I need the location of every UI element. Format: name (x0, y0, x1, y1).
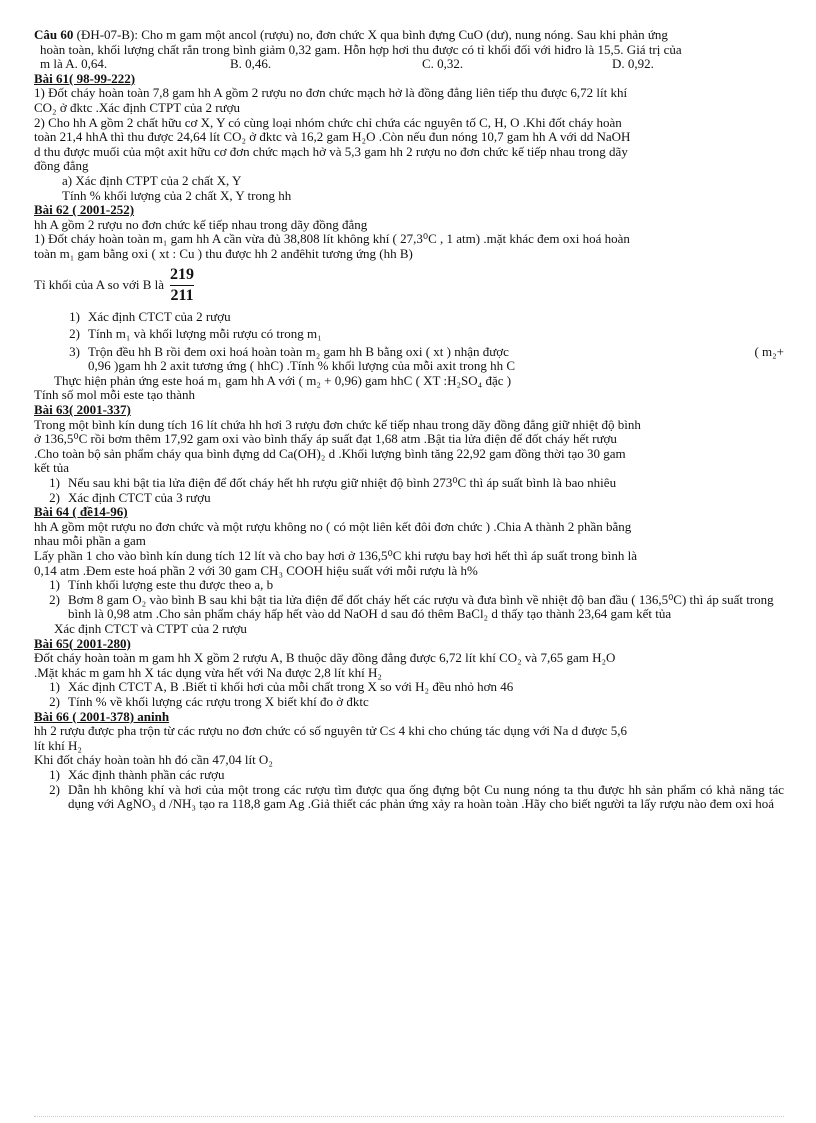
q60-option-a: m là A. 0,64. (40, 56, 108, 72)
heading-bai-64: Bài 64 ( đề14-96) (34, 504, 128, 520)
list-item: 1) Nếu sau khi bật tia lửa điện để đốt cháy hết hh rượu giữ nhiệt độ bình 273⁰C thì áp suất bình là bao nhiêu (49, 475, 617, 491)
b61-line-3: 2) Cho hh A gồm 2 chất hữu cơ X, Y có cùng loại nhóm chức chỉ chứa các nguyên tố C, H, O .Khi đốt cháy hoàn (34, 114, 622, 130)
list-item: 2) Dẫn hh không khí và hơi của một trong các rượu tìm được qua ống đựng bột Cu nung nóng ta thu được hh sản phẩm có khả năng tác dụng với AgNO₃ d /NH₃ tạo ra 118,8 gam Ag .Giả thiết các phản ứng xảy ra hoàn toàn .Hãy cho biết người ta lấy rượu nào đem oxi hoá (49, 781, 784, 812)
list-item: 1) Xác định CTCT của 2 rượu (69, 308, 231, 324)
b61-line-1: 1) Đốt cháy hoàn toàn 7,8 gam hh A gồm 2 rượu no đơn chức mạch hở là đồng đẳng liên tiếp thu được 6,72 lít khí (34, 85, 628, 101)
question-60 (34, 28, 784, 72)
q60-answers (34, 57, 784, 72)
b62-fraction (170, 266, 194, 305)
heading-bai-66: Bài 66 ( 2001-378) aninh (34, 708, 170, 724)
heading-bai-65: Bài 65( 2001-280) (34, 635, 131, 651)
b62-item-3-cont: 0,96 )gam hh 2 axit tương ứng ( hhC) .Tính % khối lượng của mỗi axit trong hh C (88, 358, 516, 374)
b61-line-5: d thu được muối của một axit hữu cơ đơn chức mạch hở và 5,3 gam hh 2 rượu no đơn chức kế tiếp nhau trong dãy (34, 143, 628, 159)
b62-line-1: hh A gồm 2 rượu no đơn chức kế tiếp nhau trong dãy đồng đẳng (34, 216, 368, 232)
list-item: 1) Xác định thành phần các rượu (49, 766, 225, 782)
b61-item-a: a) Xác định CTPT của 2 chất X, Y (62, 172, 242, 188)
b63-line-1: Trong một bình kín dung tích 16 lít chứa hh hơi 3 rượu đơn chức kế tiếp nhau trong dãy đồng đẳng giữ nhiệt độ bình (34, 416, 641, 432)
page-bottom-rule (34, 1116, 784, 1117)
heading-bai-63: Bài 63( 2001-337) (34, 402, 131, 418)
b62-ester-line: Thực hiện phản ứng este hoá m₁ gam hh A với ( m₂ + 0,96) gam hhC ( XT :H₂SO₄ đặc ) (54, 372, 512, 388)
list-item: 2) Tính % về khối lượng các rượu trong X biết khí đo ở đktc (49, 693, 369, 709)
b63-line-3: .Cho toàn bộ sản phẩm cháy qua bình đựng dd Ca(OH)₂ d .Khối lượng bình tăng 22,92 gam đồng thời tạo 30 gam (34, 445, 626, 461)
b61-line-2: CO₂ ở đktc .Xác định CTPT của 2 rượu (34, 99, 240, 115)
fraction-bar (170, 285, 194, 286)
b66-line-1: hh 2 rượu được pha trộn từ các rượu no đơn chức có số nguyên tử C≤ 4 khi cho chúng tác dụng với Na d được 5,6 (34, 723, 628, 739)
b62-ratio-text: Tỉ khối của A so với B là (34, 277, 165, 293)
b64-line-2: nhau mỗi phần a gam (34, 533, 146, 549)
b63-line-4: kết tủa (34, 460, 70, 476)
heading-bai-61: Bài 61( 98-99-222) (34, 70, 136, 86)
b64-line-1: hh A gồm một rượu no đơn chức và một rượu không no ( có một liên kết đôi đơn chức ) .Chia A thành 2 phần bằng (34, 518, 632, 534)
list-item: 2) Bơm 8 gam O₂ vào bình B sau khi bật tia lửa điện để đốt cháy hết các rượu và đưa bình về nhiệt độ ban đầu ( 136,5⁰C) thì áp suất trong bình là 0,98 atm .Cho sản phẩm cháy hấp hết vào dd NaOH d sau đó thêm BaCl₂ d thấy tạo thành 23,64 gam kết tủa (49, 591, 774, 622)
list-item: 3) Trộn đều hh B rồi đem oxi hoá hoàn toàn m₂ gam hh B bằng oxi ( xt ) nhận được ( m₂+ (69, 343, 784, 359)
b64-last-line: Xác định CTCT và CTPT của 2 rượu (54, 620, 247, 636)
fraction-denominator: 211 (170, 287, 194, 304)
b64-list (34, 578, 784, 622)
b65-list (34, 680, 784, 709)
list-item: 1) Tính khối lượng este thu được theo a, b (49, 577, 274, 593)
b63-line-2: ở 136,5⁰C rồi bơm thêm 17,92 gam oxi vào bình thấy áp suất đạt 1,68 atm .Bật tia lửa điện để đốt cháy hết rượu (34, 431, 617, 447)
list-item: 2) Tính m₁ và khối lượng mỗi rượu có trong m₁ (69, 326, 322, 342)
b63-list (34, 476, 784, 505)
q60-line-2: hoàn toàn, khối lượng chất rắn trong bình giảm 0,32 gam. Hỗn hợp hơi thu được có tỉ khối đối với hiđro là 15,5. Giá trị của (40, 41, 682, 57)
b64-line-3: Lấy phần 1 cho vào bình kín dung tích 12 lít và cho bay hơi ở 136,5⁰C khi rượu bay hơi hết thì áp suất trong bình là (34, 548, 637, 563)
b62-line-2: 1) Đốt cháy hoàn toàn m₁ gam hh A cần vừa đủ 38,808 lít không khí ( 27,3⁰C , 1 atm) .mặt khác đem oxi hoá hoàn (34, 231, 630, 247)
b62-last-line: Tính số mol mỗi este tạo thành (34, 387, 196, 403)
b61-line-6: đồng đẳng (34, 158, 89, 174)
list-item: 2) Xác định CTCT của 3 rượu (49, 489, 211, 505)
list-item: 1) Xác định CTCT A, B .Biết tỉ khối hơi của mỗi chất trong X so với H₂ đều nhỏ hơn 46 (49, 679, 514, 695)
q60-label: Câu 60 (34, 27, 74, 42)
b61-item-b: Tính % khối lượng của 2 chất X, Y trong hh (62, 187, 292, 203)
b66-line-3: Khi đốt cháy hoàn toàn hh đó cần 47,04 lít O₂ (34, 752, 273, 768)
b66-list (34, 768, 784, 812)
b65-line-2: .Mặt khác m gam hh X tác dụng vừa hết với Na được 2,8 lít khí H₂ (34, 664, 382, 680)
b62-item-3-tail: ( m₂+ (754, 343, 784, 359)
b64-line-4: 0,14 atm .Đem este hoá phần 2 với 30 gam CH₃ COOH hiệu suất với mỗi rượu là h% (34, 562, 478, 578)
q60-option-b: B. 0,46. (230, 56, 272, 72)
fraction-numerator: 219 (170, 266, 195, 283)
q60-option-d: D. 0,92. (612, 56, 654, 72)
heading-bai-62: Bài 62 ( 2001-252) (34, 202, 135, 218)
b62-ratio-line (34, 264, 784, 308)
b61-line-4: toàn 21,4 hhA thì thu được 24,64 lít CO₂ ở đktc và 16,2 gam H₂O .Còn nếu đun nóng 10,7 gam hh A với dd NaOH (34, 129, 631, 145)
b65-line-1: Đốt cháy hoàn toàn m gam hh X gồm 2 rượu A, B thuộc dãy đồng đẳng được 6,72 lít khí CO₂ và 7,65 gam H₂O (34, 650, 616, 666)
q60-line-1: Câu 60 (ĐH-07-B): Cho m gam một ancol (rượu) no, đơn chức X qua bình đựng CuO (dư), nung nóng. Sau khi phản ứng (34, 27, 668, 42)
q60-option-c: C. 0,32. (422, 56, 464, 72)
b66-line-2: lít khí H₂ (34, 737, 82, 753)
b62-line-3: toàn m₁ gam bằng oxi ( xt : Cu ) thu được hh 2 anđêhit tương ứng (hh B) (34, 245, 413, 261)
document-body (34, 28, 784, 812)
b62-list (34, 310, 784, 360)
